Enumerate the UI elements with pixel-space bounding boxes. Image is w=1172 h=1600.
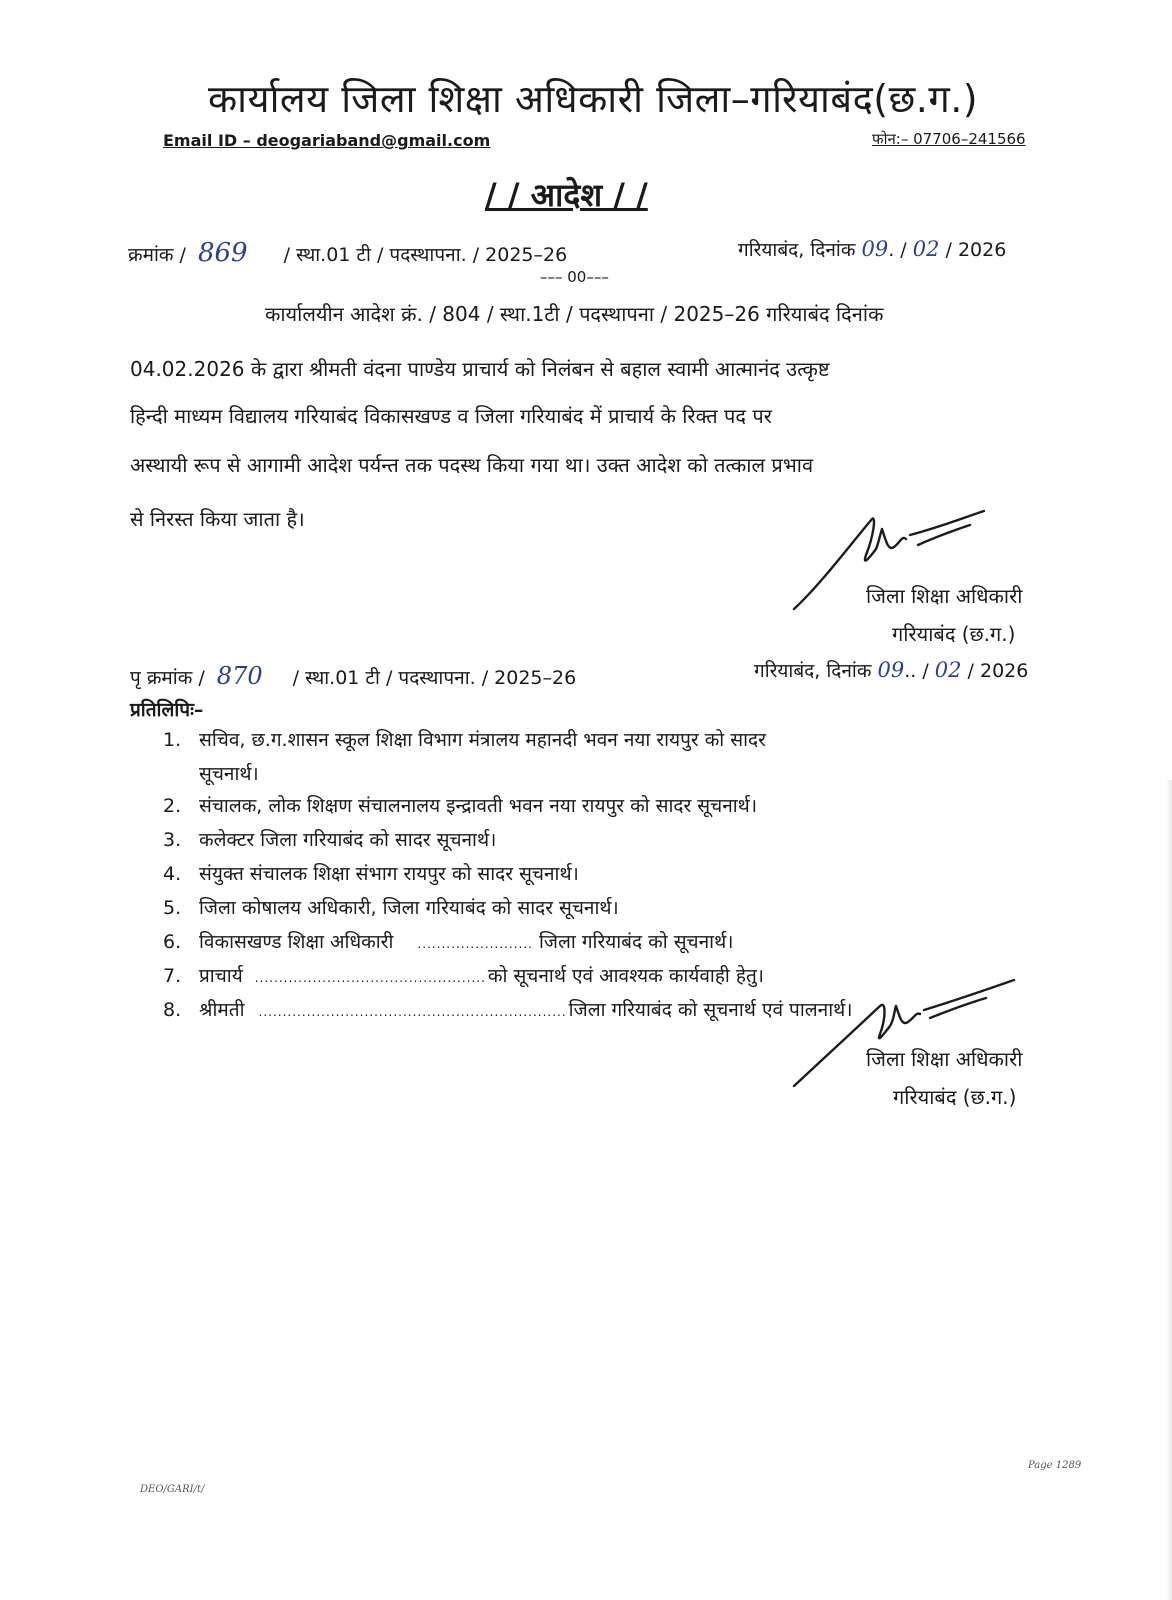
copy-item-text: संयुक्त संचालक शिक्षा संभाग रायपुर को सादर सूचनार्थ। <box>199 863 579 885</box>
body-line-1: कार्यालयीन आदेश क्रं. / 804 / स्था.1टी / पदस्थापना / 2025–26 गरियाबंद दिनांक <box>265 302 884 326</box>
copy-item-1-cont: सूचनार्थ। <box>199 763 259 785</box>
order-reference: / स्था.01 टी / पदस्थापना. / 2025–26 <box>283 244 568 266</box>
order-number-value: 869 <box>197 238 248 268</box>
endorsement-number-value: 870 <box>216 662 263 690</box>
order-date-label: गरियाबंद, दिनांक <box>738 239 856 261</box>
copy-item-7 <box>163 962 764 988</box>
endorsement-date-day: 09 <box>877 658 905 682</box>
copy-item-text-post: जिला गरियाबंद को सूचनार्थ। <box>538 931 734 953</box>
footer-reference: DEO/GARI/t/ <box>140 1484 205 1495</box>
copy-item-text: जिला कोषालय अधिकारी, जिला गरियाबंद को सादर सूचनार्थ। <box>199 897 619 919</box>
copy-item-8 <box>163 996 852 1022</box>
phone-number: फोन:– 07706–241566 <box>872 130 1026 148</box>
copy-item-2 <box>163 792 757 818</box>
email-id: Email ID – deogariaband@gmail.com <box>163 131 491 150</box>
copy-item-number: 7. <box>163 965 182 987</box>
endorsement-date-line: गरियाबंद, दिनांक 09.. / 02 / 2026 <box>754 658 1029 682</box>
order-number-line <box>128 238 567 268</box>
endorsement-date-month: 02 <box>934 658 962 682</box>
copy-item-4 <box>163 860 579 886</box>
copy-item-blank: ........................ <box>417 937 533 951</box>
copy-item-text: विकासखण्ड शिक्षा अधिकारी <box>199 931 394 953</box>
copy-item-number: 3. <box>163 829 182 851</box>
copy-item-text-post: जिला गरियाबंद को सूचनार्थ एवं पालनार्थ। <box>568 999 853 1021</box>
copy-item-text: श्रीमती <box>199 999 245 1021</box>
order-title: / / आदेश / / <box>485 176 648 214</box>
endorsement-reference: / स्था.01 टी / पदस्थापना. / 2025–26 <box>292 667 577 689</box>
copy-item-blank: ................................................ <box>254 971 486 985</box>
endorsement-date-year: / 2026 <box>967 660 1029 682</box>
copy-item-text: संचालक, लोक शिक्षण संचालनालय इन्द्रावती भवन नया रायपुर को सादर सूचनार्थ। <box>199 795 758 817</box>
copy-item-text: सचिव, छ.ग.शासन स्कूल शिक्षा विभाग मंत्रालय महानदी भवन नया रायपुर को सादर <box>199 729 766 751</box>
signatory-place-1: गरियाबंद (छ.ग.) <box>892 622 1016 646</box>
copy-item-text: प्राचार्य <box>199 965 243 987</box>
copy-to-label: प्रतिलिपिः– <box>130 699 204 721</box>
copy-item-number: 1. <box>163 729 182 751</box>
copy-item-6 <box>163 928 733 954</box>
office-name: कार्यालय जिला शिक्षा अधिकारी जिला–गरियाबंद(छ.ग.) <box>208 77 979 121</box>
signatory-title-1: जिला शिक्षा अधिकारी <box>866 584 1023 608</box>
copy-item-3 <box>163 826 496 852</box>
body-line-4: अस्थायी रूप से आगामी आदेश पर्यन्त तक पदस्थ किया गया था। उक्त आदेश को तत्काल प्रभाव <box>130 453 814 477</box>
copy-item-number: 6. <box>163 931 182 953</box>
signatory-title-2: जिला शिक्षा अधिकारी <box>866 1047 1023 1071</box>
separator: ––– 00––– <box>540 268 609 286</box>
order-date-year: / 2026 <box>945 239 1007 261</box>
order-date-month: 02 <box>912 237 940 261</box>
page-number: Page 1289 <box>1028 1460 1082 1471</box>
order-number-label: क्रमांक / <box>128 244 186 266</box>
copy-item-1 <box>163 726 766 752</box>
body-line-2: 04.02.2026 के द्वारा श्रीमती वंदना पाण्डेय प्राचार्य को निलंबन से बहाल स्वामी आत्मानंद उत्कृष्ट <box>130 357 830 381</box>
copy-item-number: 5. <box>163 897 182 919</box>
copy-item-number: 4. <box>163 863 182 885</box>
signatory-place-2: गरियाबंद (छ.ग.) <box>893 1085 1017 1109</box>
copy-item-text: कलेक्टर जिला गरियाबंद को सादर सूचनार्थ। <box>199 829 497 851</box>
copy-item-number: 8. <box>163 999 182 1021</box>
order-date-day: 09 <box>861 237 889 261</box>
endorsement-number-label: पृ क्रमांक / <box>130 667 205 689</box>
signature-2-image <box>790 972 1023 1092</box>
copy-item-5 <box>163 894 619 920</box>
copy-item-text-post: को सूचनार्थ एवं आवश्यक कार्यवाही हेतु। <box>487 965 765 987</box>
endorsement-number-line <box>130 662 576 690</box>
endorsement-date-label: गरियाबंद, दिनांक <box>754 660 872 682</box>
body-line-3: हिन्दी माध्यम विद्यालय गरियाबंद विकासखण्ड व जिला गरियाबंद में प्राचार्य के रिक्त पद पर <box>130 404 772 428</box>
scan-edge-shadow <box>1166 780 1172 1600</box>
body-line-5: से निरस्त किया जाता है। <box>130 507 305 531</box>
order-date-line: गरियाबंद, दिनांक 09. / 02 / 2026 <box>738 237 1007 261</box>
copy-item-number: 2. <box>163 795 182 817</box>
copy-item-blank: ................................................................ <box>258 1005 567 1019</box>
